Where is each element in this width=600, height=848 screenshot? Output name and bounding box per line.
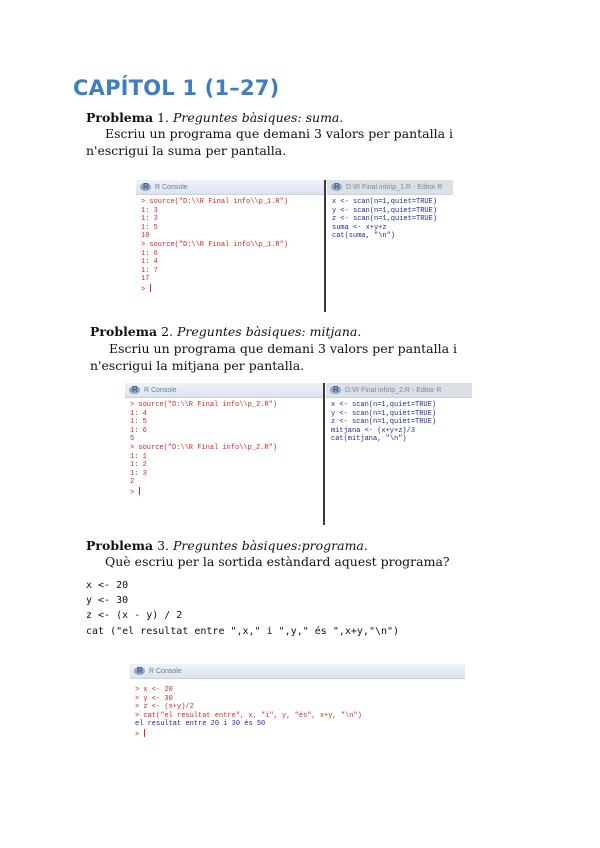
- editor-code[interactable]: [326, 398, 472, 447]
- editor-line: y <- scan(n=1,quiet=TRUE): [332, 206, 438, 215]
- problem-3-console-window: [130, 664, 465, 766]
- r-logo-icon: [129, 386, 140, 394]
- console-titlebar: R R Console: [125, 383, 323, 398]
- console-line: > source("D:\\R Final info\\p_1.R"): [141, 198, 289, 206]
- console-line: > y <- 30: [135, 694, 173, 703]
- console-line: 1: 4: [130, 409, 147, 418]
- console-line: > source("D:\\R Final info\\p_2.R"): [130, 443, 278, 452]
- console-line: 1: 4: [141, 258, 158, 267]
- pane-divider: [324, 180, 326, 312]
- editor-titlebar: R D:\R Final info\p_1.R - Editor R: [327, 180, 453, 195]
- console-titlebar: R R Console: [136, 180, 324, 195]
- console-line: >: [141, 285, 150, 294]
- editor-line: mitjana <- (x+y+z)/3: [331, 426, 416, 435]
- console-line: > cat("el resultat entre", x, "i", y, "és", x+y, "\n"): [135, 711, 362, 720]
- editor-line: x <- scan(n=1,quiet=TRUE): [331, 401, 437, 409]
- r-logo-icon: [330, 386, 341, 394]
- text-cursor: [139, 487, 140, 495]
- r-logo-icon: [331, 183, 342, 191]
- editor-line: z <- scan(n=1,quiet=TRUE): [331, 418, 437, 427]
- chapter-title: CAPÍTOL 1 (1–27): [73, 76, 280, 100]
- problem-2-statement: Escriu un programa que demani 3 valors per pantalla i n'escrigui la mitjana per pantalla.: [90, 341, 458, 373]
- console-output[interactable]: [125, 398, 323, 501]
- console-line: 1: 5: [141, 223, 158, 232]
- console-line: 1: 3: [130, 469, 147, 478]
- problem-1-statement: Escriu un programa que demani 3 valors per pantalla i n'escrigui la suma per pantalla.: [86, 126, 454, 158]
- console-line: > x <- 20: [135, 686, 173, 694]
- editor-line: x <- scan(n=1,quiet=TRUE): [332, 198, 438, 206]
- editor-line: suma <- x+y+z: [332, 223, 387, 232]
- console-line: 1: 3: [141, 215, 158, 224]
- console-line: 1: 6: [130, 426, 147, 435]
- console-line: 1: 5: [130, 418, 147, 427]
- console-line: 1: 1: [130, 452, 147, 461]
- console-output[interactable]: [130, 679, 465, 743]
- problem-1-editor-window: [327, 180, 453, 312]
- problem-3-code: x <- 20 y <- 30 z <- (x - y) / 2 cat ("el resultat entre ",x," i ",y," és ",x+y,"\n"): [86, 580, 400, 637]
- problem-1-console-window: [136, 180, 324, 312]
- editor-line: cat(mitjana, "\n"): [331, 435, 407, 444]
- console-line: 5: [130, 435, 135, 444]
- console-line: 17: [141, 275, 150, 284]
- console-line: > source("D:\\R Final info\\p_2.R"): [130, 401, 278, 409]
- editor-code[interactable]: [327, 195, 453, 244]
- editor-line: z <- scan(n=1,quiet=TRUE): [332, 215, 438, 224]
- console-line: 1: 2: [130, 461, 147, 470]
- r-logo-icon: [134, 667, 145, 675]
- console-line: 1: 6: [141, 249, 158, 258]
- console-line: 1: 7: [141, 266, 158, 275]
- problem-2-console-window: [125, 383, 323, 525]
- text-cursor: [150, 284, 151, 292]
- console-titlebar: R R Console: [130, 664, 465, 679]
- editor-line: cat(suma, "\n"): [332, 232, 396, 241]
- problem-3-heading: Problema 3. Preguntes bàsiques:programa.: [86, 538, 368, 553]
- console-line: >: [135, 730, 144, 739]
- problem-2-editor-window: [326, 383, 472, 525]
- console-line: el resultat entre 20 i 30 és 50: [135, 720, 266, 729]
- problem-3-statement: Què escriu per la sortida estàndard aquest programa?: [105, 554, 450, 569]
- pane-divider: [323, 383, 325, 525]
- problem-1-heading: Problema 1. Preguntes bàsiques: suma.: [86, 110, 344, 125]
- console-line: 10: [141, 232, 150, 241]
- r-logo-icon: [140, 183, 151, 191]
- editor-line: y <- scan(n=1,quiet=TRUE): [331, 409, 437, 418]
- console-line: >: [130, 488, 139, 497]
- console-output[interactable]: [136, 195, 324, 298]
- console-line: > source("D:\\R Final info\\p_1.R"): [141, 240, 289, 249]
- problem-2-heading: Problema 2. Preguntes bàsiques: mitjana.: [90, 324, 362, 339]
- console-line: 1: 3: [141, 206, 158, 215]
- console-line: > z <- (x+y)/2: [135, 703, 194, 712]
- editor-titlebar: R D:\R Final info\p_2.R - Editor R: [326, 383, 472, 398]
- text-cursor: [144, 729, 145, 737]
- console-line: 2: [130, 478, 135, 487]
